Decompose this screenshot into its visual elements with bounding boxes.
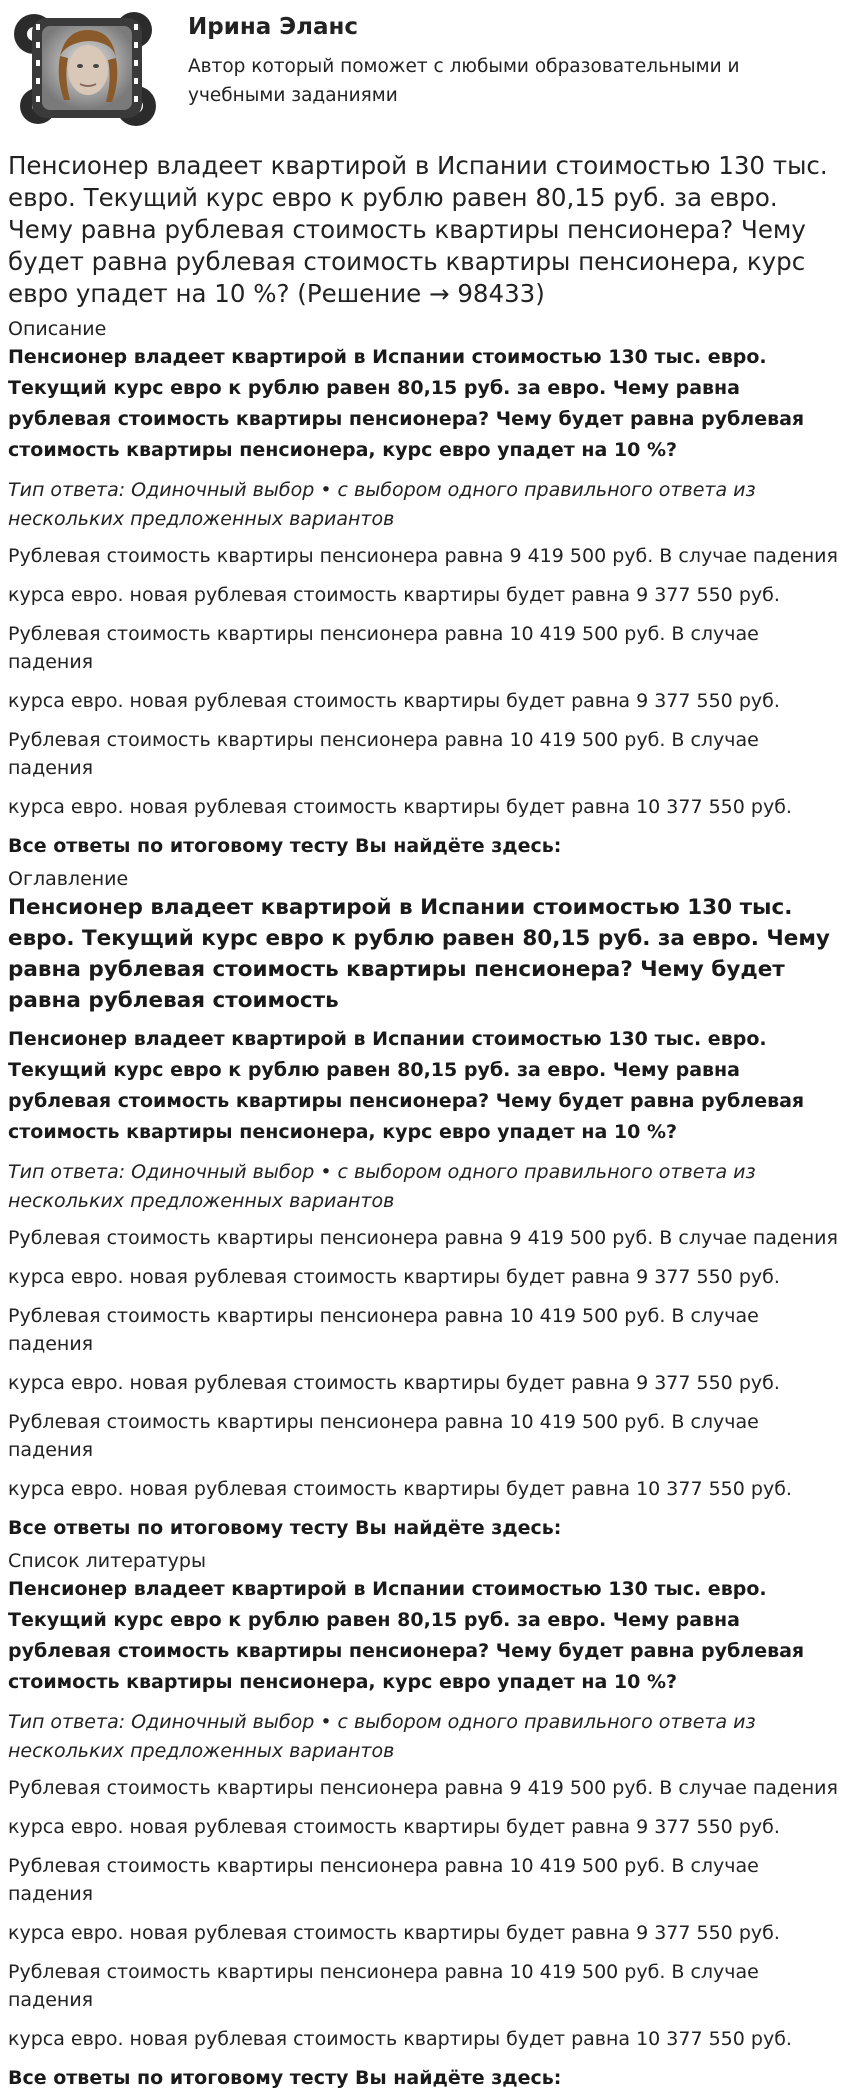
all-answers-link-text[interactable]: Все ответы по итоговому тесту Вы найдёте здесь:: [8, 2067, 562, 2089]
answer-line: курса евро. новая рублевая стоимость квартиры будет равна 10 377 550 руб.: [8, 1478, 792, 1500]
avatar-image: [8, 8, 170, 128]
all-answers-link-text[interactable]: Все ответы по итоговому тесту Вы найдёте здесь:: [8, 835, 562, 857]
answer-line: Рублевая стоимость квартиры пенсионера равна 9 419 500 руб. В случае падения: [8, 1777, 838, 1799]
answer-line: Рублевая стоимость квартиры пенсионера равна 10 419 500 руб. В случае падения: [8, 623, 759, 673]
answer-line: курса евро. новая рублевая стоимость квартиры будет равна 10 377 550 руб.: [8, 2028, 792, 2050]
answer-line: курса евро. новая рублевая стоимость квартиры будет равна 9 377 550 руб.: [8, 1816, 780, 1838]
answer-line: курса евро. новая рублевая стоимость квартиры будет равна 9 377 550 руб.: [8, 1922, 780, 1944]
page-title: Пенсионер владеет квартирой в Испании стоимостью 130 тыс. евро. Текущий курс евро к рублю равен 80,15 руб. за евро. Чему равна рублевая стоимость квартиры пенсионера? Чему будет равна рублевая стоимость квартиры пенсионера, курс евро упадет на 10 %? (Решение → 98433): [8, 151, 828, 308]
question-text: Пенсионер владеет квартирой в Испании стоимостью 130 тыс. евро. Текущий курс евро к рублю равен 80,15 руб. за евро. Чему равна рублевая стоимость квартиры пенсионера? Чему будет равна рублевая стоимость квартиры пенсионера, курс евро упадет на 10 %?: [8, 1028, 805, 1143]
answer-type: Тип ответа: Одиночный выбор • с выбором одного правильного ответа из нескольких предложенных вариантов: [8, 1161, 756, 1212]
toc-heading: Пенсионер владеет квартирой в Испании стоимостью 130 тыс. евро. Текущий курс евро к рублю равен 80,15 руб. за евро. Чему равна рублевая стоимость квартиры пенсионера? Чему будет равна рублевая стоимость: [8, 895, 830, 1013]
answer-type: Тип ответа: Одиночный выбор • с выбором одного правильного ответа из нескольких предложенных вариантов: [8, 479, 756, 530]
answer-type: Тип ответа: Одиночный выбор • с выбором одного правильного ответа из нескольких предложенных вариантов: [8, 1711, 756, 1762]
answer-line: курса евро. новая рублевая стоимость квартиры будет равна 9 377 550 руб.: [8, 1372, 780, 1394]
question-text: Пенсионер владеет квартирой в Испании стоимостью 130 тыс. евро. Текущий курс евро к рублю равен 80,15 руб. за евро. Чему равна рублевая стоимость квартиры пенсионера? Чему будет равна рублевая стоимость квартиры пенсионера, курс евро упадет на 10 %?: [8, 346, 805, 461]
answer-line: курса евро. новая рублевая стоимость квартиры будет равна 9 377 550 руб.: [8, 690, 780, 712]
author-info: [170, 8, 788, 110]
answer-line: Рублевая стоимость квартиры пенсионера равна 9 419 500 руб. В случае падения: [8, 1227, 838, 1249]
section-label-literature: Список литературы: [8, 1550, 206, 1572]
author-description: Автор который поможет с любыми образовательными и учебными заданиями: [188, 56, 740, 106]
description-section: [8, 316, 839, 860]
answer-line: курса евро. новая рублевая стоимость квартиры будет равна 9 377 550 руб.: [8, 1266, 780, 1288]
answer-line: Рублевая стоимость квартиры пенсионера равна 10 419 500 руб. В случае падения: [8, 1411, 759, 1461]
answer-line: Рублевая стоимость квартиры пенсионера равна 10 419 500 руб. В случае падения: [8, 1305, 759, 1355]
answer-line: Рублевая стоимость квартиры пенсионера равна 10 419 500 руб. В случае падения: [8, 1961, 759, 2011]
section-label-description: Описание: [8, 318, 107, 340]
answer-line: Рублевая стоимость квартиры пенсионера равна 10 419 500 руб. В случае падения: [8, 729, 759, 779]
author-name[interactable]: Ирина Эланс: [188, 14, 359, 40]
answer-line: Рублевая стоимость квартиры пенсионера равна 10 419 500 руб. В случае падения: [8, 1855, 759, 1905]
answer-line: Рублевая стоимость квартиры пенсионера равна 9 419 500 руб. В случае падения: [8, 545, 838, 567]
question-text: Пенсионер владеет квартирой в Испании стоимостью 130 тыс. евро. Текущий курс евро к рублю равен 80,15 руб. за евро. Чему равна рублевая стоимость квартиры пенсионера? Чему будет равна рублевая стоимость квартиры пенсионера, курс евро упадет на 10 %?: [8, 1578, 805, 1693]
all-answers-link-text[interactable]: Все ответы по итоговому тесту Вы найдёте здесь:: [8, 1517, 562, 1539]
author-avatar[interactable]: [8, 8, 170, 128]
author-card: [8, 0, 839, 128]
answer-line: курса евро. новая рублевая стоимость квартиры будет равна 9 377 550 руб.: [8, 584, 780, 606]
section-label-toc: Оглавление: [8, 868, 129, 890]
toc-section: [8, 866, 839, 1542]
literature-section: [8, 1548, 839, 2092]
answer-line: курса евро. новая рублевая стоимость квартиры будет равна 10 377 550 руб.: [8, 796, 792, 818]
